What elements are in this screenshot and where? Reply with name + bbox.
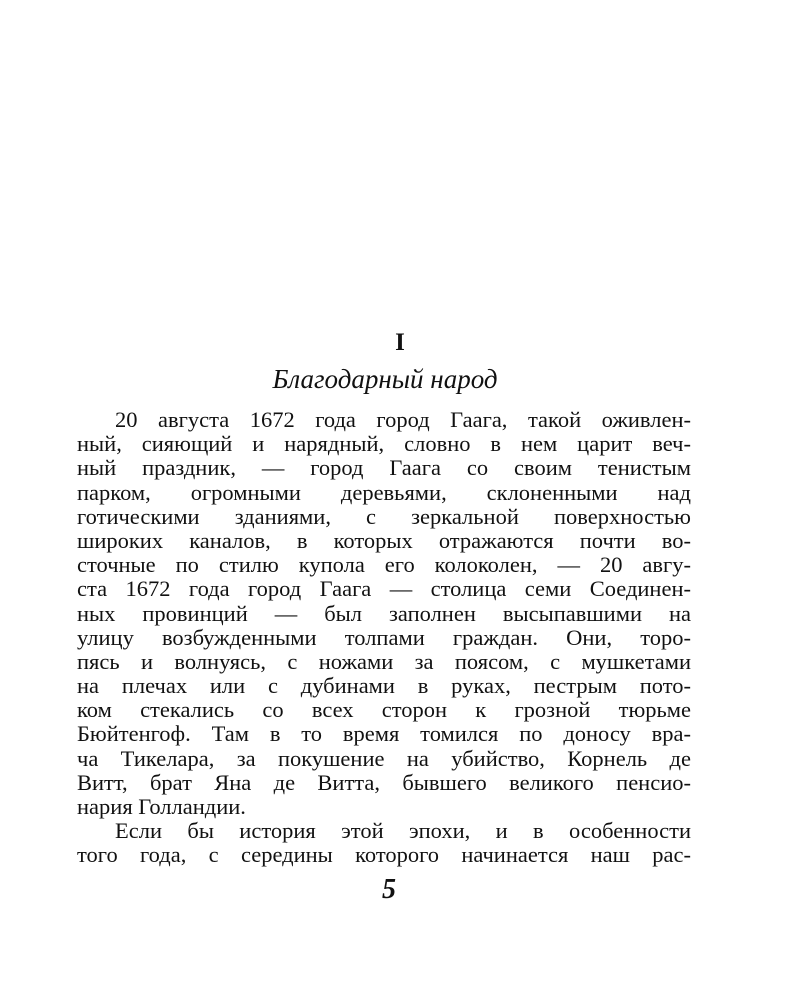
body-text <box>77 408 691 868</box>
text-line: готическими зданиями, с зеркальной поверхностью <box>77 503 691 529</box>
text-line: ком стекались со всех сторон к грозной тюрьме <box>77 697 691 723</box>
text-line: ча Тикелара, за покушение на убийство, Корнель де <box>77 745 691 771</box>
text-line: пясь и волнуясь, с ножами за поясом, с мушкетами <box>77 648 691 674</box>
text-line: ста 1672 года город Гаага — столица семи Соединен- <box>77 576 691 602</box>
text-line: нария Голландии. <box>77 794 246 819</box>
text-line: Если бы история этой эпохи, и в особенности <box>115 818 691 844</box>
chapter-title: Благодарный народ <box>272 364 498 394</box>
chapter-number: I <box>395 329 405 356</box>
text-line: на плечах или с дубинами в руках, пестрым пото- <box>77 673 691 699</box>
text-line: парком, огромными деревьями, склоненными над <box>77 479 691 505</box>
page-number: 5 <box>382 874 396 905</box>
text-line: широких каналов, в которых отражаются почти во- <box>77 527 691 553</box>
text-line: Бюйтенгоф. Там в то время томился по доносу вра- <box>77 721 691 747</box>
text-line: 20 августа 1672 года город Гаага, такой оживлен- <box>115 407 691 432</box>
paragraph <box>77 819 691 867</box>
text-line: улицу возбужденными толпами граждан. Они, торо- <box>77 624 691 650</box>
text-line: сточные по стилю купола его колоколен, — 20 авгу- <box>77 552 691 578</box>
text-line: ный праздник, — город Гаага со своим тенистым <box>77 455 691 481</box>
text-line: ных провинций — был заполнен высыпавшими на <box>77 600 691 626</box>
paragraph <box>77 408 691 819</box>
text-line: ный, сияющий и нарядный, словно в нем царит веч- <box>77 431 691 457</box>
text-line: того года, с середины которого начинается наш рас- <box>77 842 691 868</box>
text-line: Витт, брат Яна де Витта, бывшего великого пенсио- <box>77 769 691 795</box>
